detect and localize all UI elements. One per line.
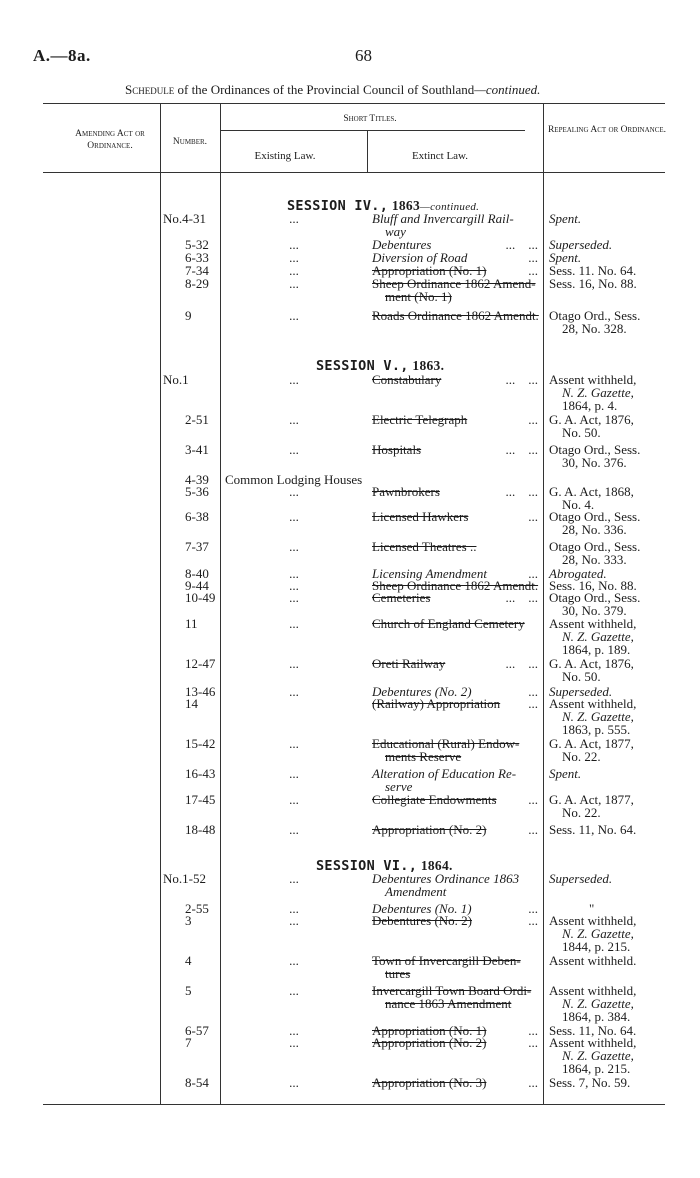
extinct-law: [372, 485, 540, 498]
repealing-act-line: Superseded.: [549, 237, 613, 252]
repealing-act: [549, 540, 689, 566]
extinct-law-line: Pawnbrokers: [372, 484, 440, 499]
existing-law: ...: [289, 250, 299, 265]
leader-dots: ...: [528, 792, 538, 807]
repealing-act-line: N. Z. Gazette,: [562, 996, 634, 1011]
repealing-act-line: Assent withheld,: [549, 372, 637, 387]
existing-law: ...: [289, 578, 299, 593]
extinct-law: [372, 212, 540, 238]
existing-law: ...: [289, 566, 299, 581]
leader-dots: ...: [528, 1023, 538, 1038]
repealing-act: [549, 914, 689, 953]
extinct-law: [372, 697, 540, 710]
existing-law: Common Lodging Houses: [225, 472, 363, 487]
repealing-act-line: G. A. Act, 1868,: [549, 484, 634, 499]
repealing-act: [549, 767, 689, 780]
session-heading: SESSION VI., 1864.: [316, 858, 453, 874]
repealing-act-line: No. 22.: [562, 805, 601, 820]
extinct-law-line: Debentures Ordinance 1863: [372, 871, 520, 886]
extinct-law-line: Sheep Ordinance 1862 Amendt.: [372, 578, 539, 593]
leader-dots: ...: [528, 822, 538, 837]
extinct-law: [372, 443, 540, 456]
repealing-act: [549, 697, 689, 736]
extinct-law-line: Diversion of Road: [372, 250, 468, 265]
existing-law: ...: [289, 792, 299, 807]
leader-dots: ...: [528, 1035, 538, 1050]
repealing-act: [549, 1036, 689, 1075]
col-header-amending: Amending Act or Ordinance.: [75, 129, 145, 151]
session-heading: SESSION IV., 1863—continued.: [287, 198, 480, 214]
existing-law: ...: [289, 442, 299, 457]
extinct-law-line: Constabulary: [372, 372, 442, 387]
ordinance-number: 6-38: [185, 509, 209, 524]
existing-law: ...: [289, 263, 299, 278]
leader-dots: ... ...: [505, 590, 538, 605]
existing-law: ...: [289, 1035, 299, 1050]
extinct-law-line: Alteration of Education Re-: [372, 766, 517, 781]
repealing-act: [549, 984, 689, 1023]
repealing-act-line: Sess. 11, No. 64.: [549, 1023, 637, 1038]
existing-law: ...: [289, 237, 299, 252]
repealing-act-line: No. 50.: [562, 425, 601, 440]
repealing-act-line: Otago Ord., Sess.: [549, 590, 641, 605]
extinct-law-line: tures: [385, 966, 411, 981]
col-header-number: Number.: [172, 137, 208, 147]
extinct-law: [372, 540, 540, 553]
ordinance-number: 9: [185, 308, 192, 323]
repealing-act-line: N. Z. Gazette,: [562, 709, 634, 724]
extinct-law-line: Roads Ordinance 1862 Amendt.: [372, 308, 539, 323]
existing-law: ...: [289, 983, 299, 998]
col-header-extinct: Extinct Law.: [411, 150, 469, 162]
ordinance-number: 6-57: [185, 1023, 209, 1038]
extinct-law-line: Oreti Railway: [372, 656, 446, 671]
repealing-act-line: Otago Ord., Sess.: [549, 539, 641, 554]
schedule-title-main: of the Ordinances of the Provincial Council of Southland: [174, 82, 475, 97]
extinct-law-line: Sheep Ordinance 1862 Amend-: [372, 276, 536, 291]
ordinance-number: 7-37: [185, 539, 209, 554]
extinct-law: [372, 737, 540, 763]
extinct-law: [372, 657, 540, 670]
leader-dots: ...: [528, 509, 538, 524]
existing-law: ...: [289, 1023, 299, 1038]
repealing-act-line: Sess. 11, No. 64.: [549, 822, 637, 837]
leader-dots: ...: [528, 566, 538, 581]
existing-law: ...: [289, 656, 299, 671]
repealing-act-line: Otago Ord., Sess.: [549, 509, 641, 524]
extinct-law: [372, 984, 540, 1010]
schedule-title-lead: Schedule: [125, 82, 175, 97]
repealing-act: [549, 737, 689, 763]
extinct-law: [372, 767, 540, 793]
ordinance-number: 14: [185, 696, 198, 711]
repealing-act: [549, 1076, 689, 1089]
repealing-act: [549, 591, 689, 617]
ordinance-number: 2-55: [185, 901, 209, 916]
extinct-law-line: ment (No. 1): [385, 289, 452, 304]
repealing-act-line: Assent withheld,: [549, 1035, 637, 1050]
extinct-law: [372, 413, 540, 426]
repealing-act-line: Sess. 11. No. 64.: [549, 263, 637, 278]
repealing-act-line: Assent withheld,: [549, 616, 637, 631]
ordinance-number: No.1-52: [163, 871, 206, 886]
leader-dots: ...: [528, 901, 538, 916]
repealing-act: [549, 443, 689, 469]
existing-law: ...: [289, 308, 299, 323]
extinct-law-line: Licensing Amendment: [372, 566, 487, 581]
repealing-act-line: Assent withheld,: [549, 983, 637, 998]
extinct-law: [372, 1036, 540, 1049]
repealing-act-line: 1863, p. 555.: [562, 722, 631, 737]
col-rule-4: [543, 103, 544, 1104]
repealing-act-line: N. Z. Gazette,: [562, 926, 634, 941]
ordinance-number: 2-51: [185, 412, 209, 427]
leader-dots: ... ...: [505, 484, 538, 499]
ordinance-number: 5: [185, 983, 192, 998]
ordinance-number: 16-43: [185, 766, 216, 781]
extinct-law-line: Town of Invercargill Deben-: [372, 953, 521, 968]
col-header-short-titles: Short Titles.: [343, 114, 397, 124]
existing-law: ...: [289, 484, 299, 499]
repealing-act: [549, 309, 689, 335]
repealing-act-line: Sess. 7, No. 59.: [549, 1075, 631, 1090]
extinct-law-line: Debentures (No. 2): [372, 684, 472, 699]
repealing-act-line: N. Z. Gazette,: [562, 1048, 634, 1063]
extinct-law-line: ments Reserve: [385, 749, 462, 764]
repealing-act-line: 28, No. 333.: [562, 552, 627, 567]
existing-law: ...: [289, 901, 299, 916]
repealing-act: [549, 793, 689, 819]
leader-dots: ...: [528, 250, 538, 265]
repealing-act-line: G. A. Act, 1877,: [549, 736, 634, 751]
existing-law: ...: [289, 509, 299, 524]
table-top-rule: [43, 103, 665, 104]
existing-law: ...: [289, 539, 299, 554]
repealing-act-line: G. A. Act, 1876,: [549, 412, 634, 427]
repealing-act-line: 28, No. 336.: [562, 522, 627, 537]
existing-law: ...: [289, 913, 299, 928]
extinct-law: [372, 617, 540, 630]
extinct-law-line: Church of England Cemetery: [372, 616, 525, 631]
leader-dots: ...: [528, 263, 538, 278]
extinct-law: [372, 793, 540, 806]
extinct-law: [372, 1076, 540, 1089]
ordinance-number: 8-54: [185, 1075, 209, 1090]
leader-dots: ... ...: [505, 442, 538, 457]
extinct-law-line: Electric Telegraph: [372, 412, 468, 427]
extinct-law-line: Educational (Rural) Endow-: [372, 736, 520, 751]
extinct-law: [372, 954, 540, 980]
extinct-law-line: Bluff and Invercargill Rail-: [372, 211, 514, 226]
repealing-act-line: Superseded.: [549, 871, 613, 886]
short-titles-rule: [220, 130, 525, 131]
extinct-law-line: Appropriation (No. 3): [372, 1075, 487, 1090]
repealing-act-line: G. A. Act, 1876,: [549, 656, 634, 671]
extinct-law-line: Debentures (No. 2): [372, 913, 472, 928]
extinct-law: [372, 373, 540, 386]
extinct-law-line: Licensed Hawkers: [372, 509, 469, 524]
repealing-act-line: No. 22.: [562, 749, 601, 764]
repealing-act-line: N. Z. Gazette,: [562, 385, 634, 400]
repealing-act-line: Otago Ord., Sess.: [549, 308, 641, 323]
repealing-act-line: 1844, p. 215.: [562, 939, 631, 954]
document-reference: A.—8a.: [33, 46, 91, 65]
col-header-repealing: Repealing Act or Ordinance.: [547, 125, 667, 135]
leader-dots: ... ...: [505, 237, 538, 252]
col-rule-3: [367, 131, 368, 173]
extinct-law: [372, 309, 540, 322]
extinct-law: [372, 277, 540, 303]
repealing-act-line: Superseded.: [549, 684, 613, 699]
ordinance-number: No.4-31: [163, 211, 206, 226]
ordinance-number: No.1: [163, 372, 189, 387]
table-bottom-rule: [43, 1104, 665, 1105]
ordinance-number: 7: [185, 1035, 192, 1050]
existing-law: ...: [289, 766, 299, 781]
ordinance-number: 9-44: [185, 578, 209, 593]
extinct-law-line: Invercargill Town Board Ordi-: [372, 983, 532, 998]
repealing-act-line: G. A. Act, 1877,: [549, 792, 634, 807]
repealing-act-line: Abrogated.: [549, 566, 607, 581]
repealing-act-line: 1864, p. 215.: [562, 1061, 631, 1076]
ordinance-number: 7-34: [185, 263, 209, 278]
extinct-law-line: Cemeteries: [372, 590, 431, 605]
repealing-act: [549, 872, 689, 885]
repealing-act: [549, 212, 689, 225]
repealing-act-line: Assent withheld,: [549, 696, 637, 711]
repealing-act-line: 30, No. 376.: [562, 455, 627, 470]
ordinance-number: 17-45: [185, 792, 216, 807]
existing-law: ...: [289, 276, 299, 291]
repealing-act-line: No. 50.: [562, 669, 601, 684]
repealing-act-line: 28, No. 328.: [562, 321, 627, 336]
ordinance-number: 8-29: [185, 276, 209, 291]
repealing-act: [549, 510, 689, 536]
extinct-law: [372, 914, 540, 927]
existing-law: ...: [289, 616, 299, 631]
page-number: 68: [355, 46, 372, 65]
extinct-law-line: Debentures: [372, 237, 432, 252]
repealing-act: [549, 657, 689, 683]
extinct-law-line: Collegiate Endowments: [372, 792, 497, 807]
extinct-law: [372, 510, 540, 523]
repealing-act-line: Sess. 16, No. 88.: [549, 578, 637, 593]
repealing-act-line: Assent withheld,: [549, 913, 637, 928]
repealing-act-line: ": [589, 901, 595, 916]
repealing-act-line: 1864, p. 384.: [562, 1009, 631, 1024]
ordinance-number: 15-42: [185, 736, 216, 751]
extinct-law-line: Debentures (No. 1): [372, 901, 472, 916]
ordinance-number: 12-47: [185, 656, 216, 671]
schedule-title-continued: —continued.: [474, 82, 541, 97]
ordinance-number: 8-40: [185, 566, 209, 581]
repealing-act-line: Assent withheld.: [549, 953, 637, 968]
repealing-act: [549, 485, 689, 511]
session-heading: SESSION V., 1863.: [316, 358, 445, 374]
ordinance-number: 4-39: [185, 472, 209, 487]
ordinance-number: 5-36: [185, 484, 209, 499]
extinct-law-line: Appropriation (No. 2): [372, 822, 487, 837]
leader-dots: ...: [528, 696, 538, 711]
repealing-act: [549, 823, 689, 836]
existing-law: ...: [289, 953, 299, 968]
repealing-act: [549, 617, 689, 656]
existing-law: ...: [289, 1075, 299, 1090]
repealing-act: [549, 413, 689, 439]
extinct-law-line: serve: [385, 779, 413, 794]
ordinance-number: 3: [185, 913, 192, 928]
repealing-act-line: Sess. 16, No. 88.: [549, 276, 637, 291]
existing-law: ...: [289, 684, 299, 699]
repealing-act-line: Spent.: [549, 766, 582, 781]
leader-dots: ...: [528, 913, 538, 928]
repealing-act: [549, 277, 689, 290]
repealing-act-line: 30, No. 379.: [562, 603, 627, 618]
ordinance-number: 10-49: [185, 590, 216, 605]
repealing-act-line: 1864, p. 4.: [562, 398, 618, 413]
repealing-act-line: 1864, p. 189.: [562, 642, 631, 657]
extinct-law-line: way: [385, 224, 406, 239]
existing-law: ...: [289, 822, 299, 837]
leader-dots: ... ...: [505, 656, 538, 671]
ordinance-number: 13-46: [185, 684, 216, 699]
col-rule-1: [160, 103, 161, 1104]
existing-law: ...: [289, 736, 299, 751]
extinct-law: [372, 823, 540, 836]
existing-law: ...: [289, 590, 299, 605]
ordinance-number: 18-48: [185, 822, 216, 837]
extinct-law-line: Amendment: [385, 884, 447, 899]
extinct-law-line: Appropriation (No. 2): [372, 1035, 487, 1050]
leader-dots: ... ...: [505, 372, 538, 387]
repealing-act-line: Otago Ord., Sess.: [549, 442, 641, 457]
extinct-law-line: Hospitals: [372, 442, 422, 457]
extinct-law-line: Appropriation (No. 1): [372, 1023, 487, 1038]
leader-dots: ...: [528, 412, 538, 427]
repealing-act-line: Spent.: [549, 250, 582, 265]
existing-law: ...: [289, 412, 299, 427]
repealing-act: [549, 954, 689, 967]
ordinance-number: 6-33: [185, 250, 209, 265]
existing-law: ...: [289, 211, 299, 226]
header-bottom-rule: [43, 172, 665, 173]
repealing-act: [549, 373, 689, 412]
extinct-law-line: Licensed Theatres ..: [372, 539, 477, 554]
repealing-act-line: No. 4.: [562, 497, 595, 512]
existing-law: ...: [289, 871, 299, 886]
ordinance-number: 3-41: [185, 442, 209, 457]
extinct-law-line: nance 1863 Amendment: [385, 996, 512, 1011]
extinct-law-line: (Railway) Appropriation: [372, 696, 501, 711]
col-header-existing: Existing Law.: [254, 150, 316, 162]
ordinance-number: 11: [185, 616, 198, 631]
extinct-law-line: Appropriation (No. 1): [372, 263, 487, 278]
extinct-law: [372, 591, 540, 604]
leader-dots: ...: [528, 684, 538, 699]
repealing-act-line: Spent.: [549, 211, 582, 226]
existing-law: ...: [289, 372, 299, 387]
ordinance-number: 5-32: [185, 237, 209, 252]
repealing-act-line: N. Z. Gazette,: [562, 629, 634, 644]
extinct-law: [372, 872, 540, 898]
leader-dots: ...: [528, 1075, 538, 1090]
ordinance-number: 4: [185, 953, 192, 968]
schedule-title: [125, 82, 540, 98]
